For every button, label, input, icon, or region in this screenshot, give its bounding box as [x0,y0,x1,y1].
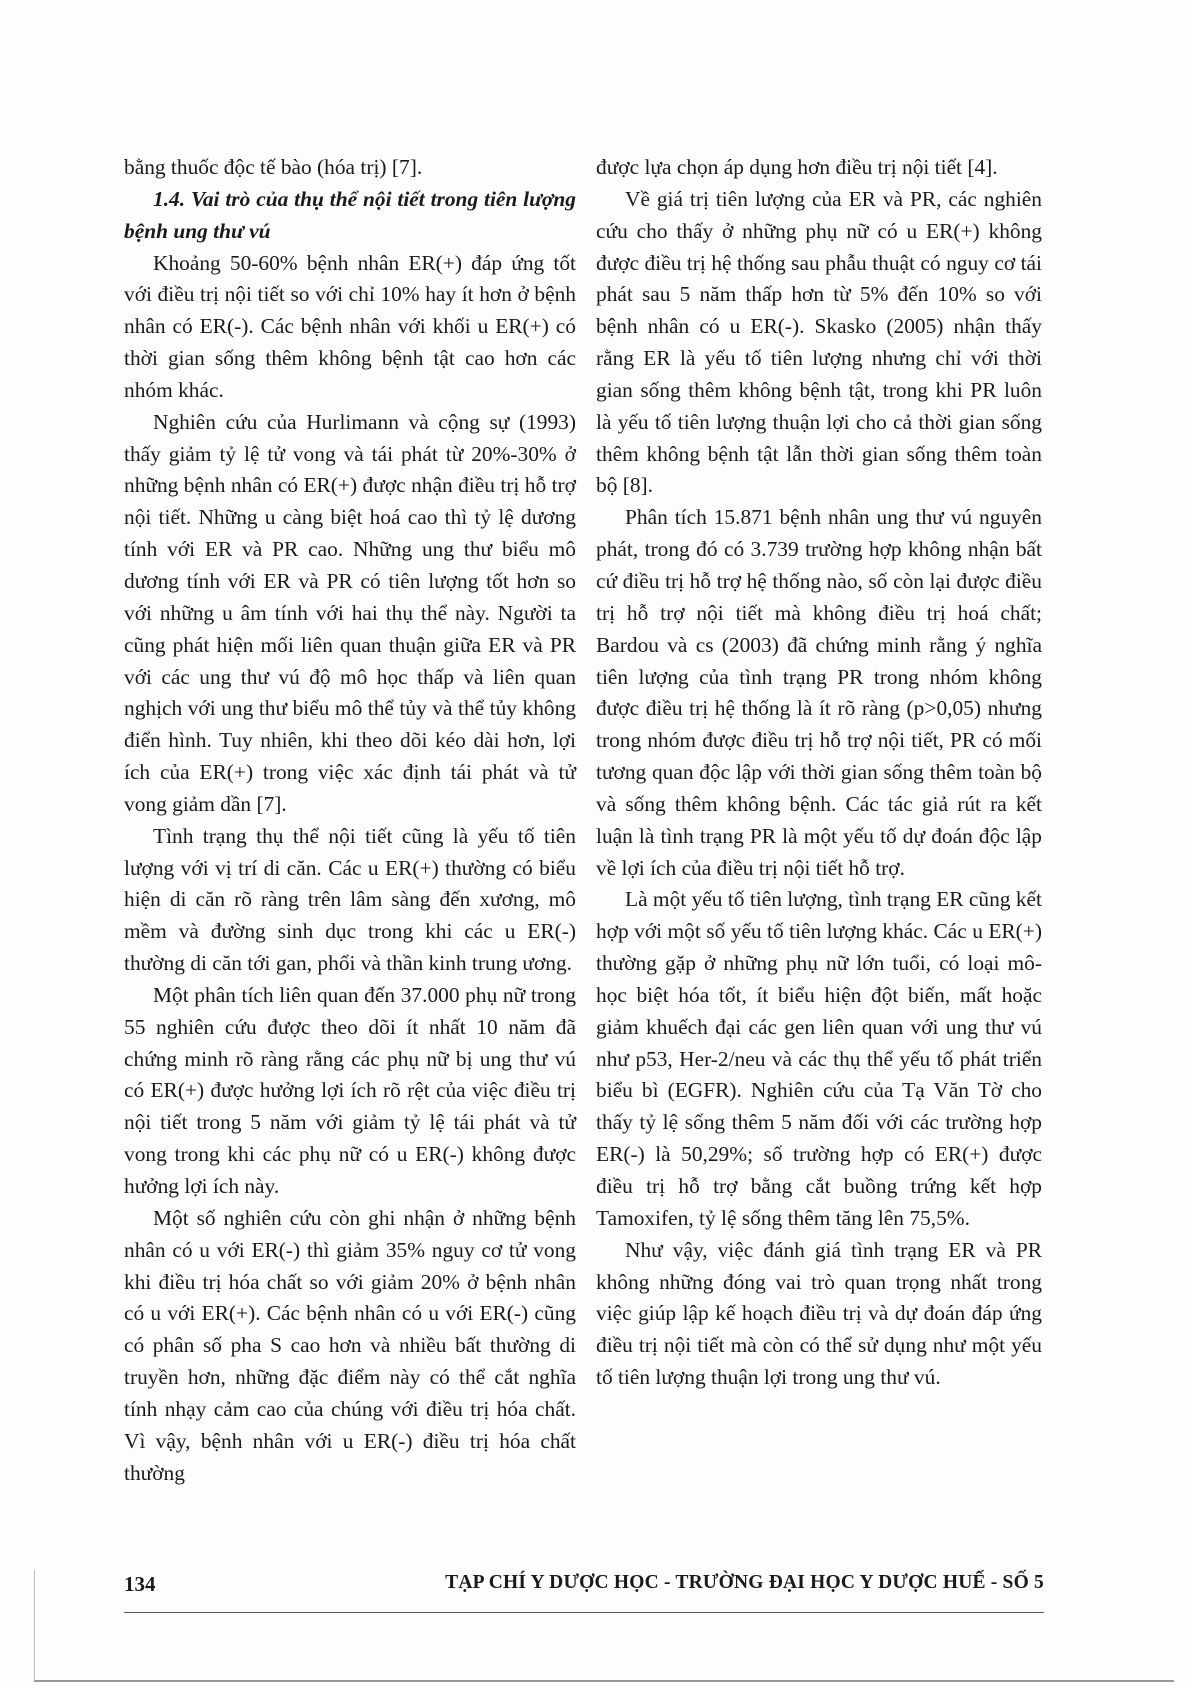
paragraph: Phân tích 15.871 bệnh nhân ung thư vú nguyên phát, trong đó có 3.739 trường hợp không nhận bất cứ điều trị hỗ trợ hệ thống nào, số còn lại được điều trị hỗ trợ nội tiết mà không điều trị hoá chất; Bardou và cs (2003) đã chứng minh rằng ý nghĩa tiên lượng của tình trạng PR trong nhóm không được điều trị hệ thống là ít rõ ràng (p>0,05) nhưng trong nhóm được điều trị hỗ trợ nội tiết, PR có mối tương quan độc lập với thời gian sống thêm toàn bộ và sống thêm không bệnh. Các tác giả rút ra kết luận là tình trạng PR là một yếu tố dự đoán độc lập về lợi ích của điều trị nội tiết hỗ trợ. [596,505,1042,880]
paragraph: Tình trạng thụ thể nội tiết cũng là yếu tố tiên lượng với vị trí di căn. Các u ER(+) thường có biểu hiện di căn rõ ràng trên lâm sàng đến xương, mô mềm và đường sinh dục trong khi các u ER(-) thường di căn tới gan, phổi và thần kinh trung ương. [124,823,576,976]
paragraph: Khoảng 50-60% bệnh nhân ER(+) đáp ứng tốt với điều trị nội tiết so với chỉ 10% hay ít hơn ở bệnh nhân có ER(-). Các bệnh nhân với khối u ER(+) có thời gian sống thêm không bệnh tật cao hơn các nhóm khác. [124,250,576,402]
left-column [124,152,576,1489]
paragraph: được lựa chọn áp dụng hơn điều trị nội tiết [4]. [596,155,998,179]
scan-edge [34,1680,1174,1682]
section-heading: 1.4. Vai trò của thụ thể nội tiết trong tiên lượng bệnh ung thư vú [124,186,576,243]
paragraph: Như vậy, việc đánh giá tình trạng ER và PR không những đóng vai trò quan trọng nhất trong việc giúp lập kế hoạch điều trị và dự đoán đáp ứng điều trị nội tiết mà còn có thể sử dụng như một yếu tố tiên lượng thuận lợi trong ung thư vú. [596,1237,1042,1390]
paragraph: bằng thuốc độc tế bào (hóa trị) [7]. [124,155,423,179]
right-column [596,152,1042,1394]
paragraph: Một số nghiên cứu còn ghi nhận ở những bệnh nhân có u với ER(-) thì giảm 35% nguy cơ tử vong khi điều trị hóa chất so với giảm 20% ở bệnh nhân có u với ER(+). Các bệnh nhân có u với ER(-) cũng có phân số pha S cao hơn và nhiều bất thường di truyền hơn, những đặc điểm này có thể cắt nghĩa tính nhạy cảm cao của chúng với điều trị hóa chất. Vì vậy, bệnh nhân với u ER(-) điều trị hóa chất thường [124,1205,576,1485]
paragraph: Về giá trị tiên lượng của ER và PR, các nghiên cứu cho thấy ở những phụ nữ có u ER(+) không được điều trị hệ thống sau phẫu thuật có nguy cơ tái phát sau 5 năm thấp hơn từ 5% đến 10% so với bệnh nhân có u ER(-). Skasko (2005) nhận thấy rằng ER là yếu tố tiên lượng nhưng chỉ với thời gian sống thêm không bệnh tật, trong khi PR luôn là yếu tố tiên lượng thuận lợi cho cả thời gian sống thêm không bệnh tật lẫn thời gian sống thêm toàn bộ [8]. [596,186,1042,498]
page-number: 134 [124,1572,156,1596]
footer-divider [124,1612,1044,1613]
journal-title: TẠP CHÍ Y DƯỢC HỌC - TRƯỜNG ĐẠI HỌC Y DƯỢC HUẾ - SỐ 5 [445,1572,1044,1593]
scan-edge [34,1570,35,1680]
paragraph: Là một yếu tố tiên lượng, tình trạng ER cũng kết hợp với một số yếu tố tiên lượng khác. Các u ER(+) thường gặp ở những phụ nữ lớn tuổi, có loại mô-học biệt hóa tốt, ít biểu hiện đột biến, mất hoặc giảm khuếch đại các gen liên quan với ung thư vú như p53, Her-2/neu và các thụ thể yếu tố phát triển biểu bì (EGFR). Nghiên cứu của Tạ Văn Tờ cho thấy tỷ lệ sống thêm 5 năm đối với các trường hợp ER(-) là 50,29%; số trường hợp có ER(+) được điều trị hỗ trợ bằng cắt buồng trứng kết hợp Tamoxifen, tỷ lệ sống thêm tăng lên 75,5%. [596,887,1042,1230]
paragraph: Một phân tích liên quan đến 37.000 phụ nữ trong 55 nghiên cứu được theo dõi ít nhất 10 năm đã chứng minh rõ ràng rằng các phụ nữ bị ung thư vú có ER(+) được hưởng lợi ích rõ rệt của việc điều trị nội tiết trong 5 năm với giảm tỷ lệ tái phát và tử vong trong khi các phụ nữ có u ER(-) không được hưởng lợi ích này. [124,982,576,1198]
paragraph: Nghiên cứu của Hurlimann và cộng sự (1993) thấy giảm tỷ lệ tử vong và tái phát từ 20%-30% ở những bệnh nhân có ER(+) được nhận điều trị hỗ trợ nội tiết. Những u càng biệt hoá cao thì tỷ lệ dương tính với ER và PR cao. Những ung thư biểu mô dương tính với ER và PR có tiên lượng tốt hơn so với những u âm tính với hai thụ thể này. Người ta cũng phát hiện mối liên quan thuận giữa ER và PR với các ung thư vú độ mô học thấp và liên quan nghịch với ung thư biểu mô thể tủy và thể tủy không điển hình. Tuy nhiên, khi theo dõi kéo dài hơn, lợi ích của ER(+) trong việc xác định tái phát và tử vong giảm dần [7]. [124,409,576,816]
